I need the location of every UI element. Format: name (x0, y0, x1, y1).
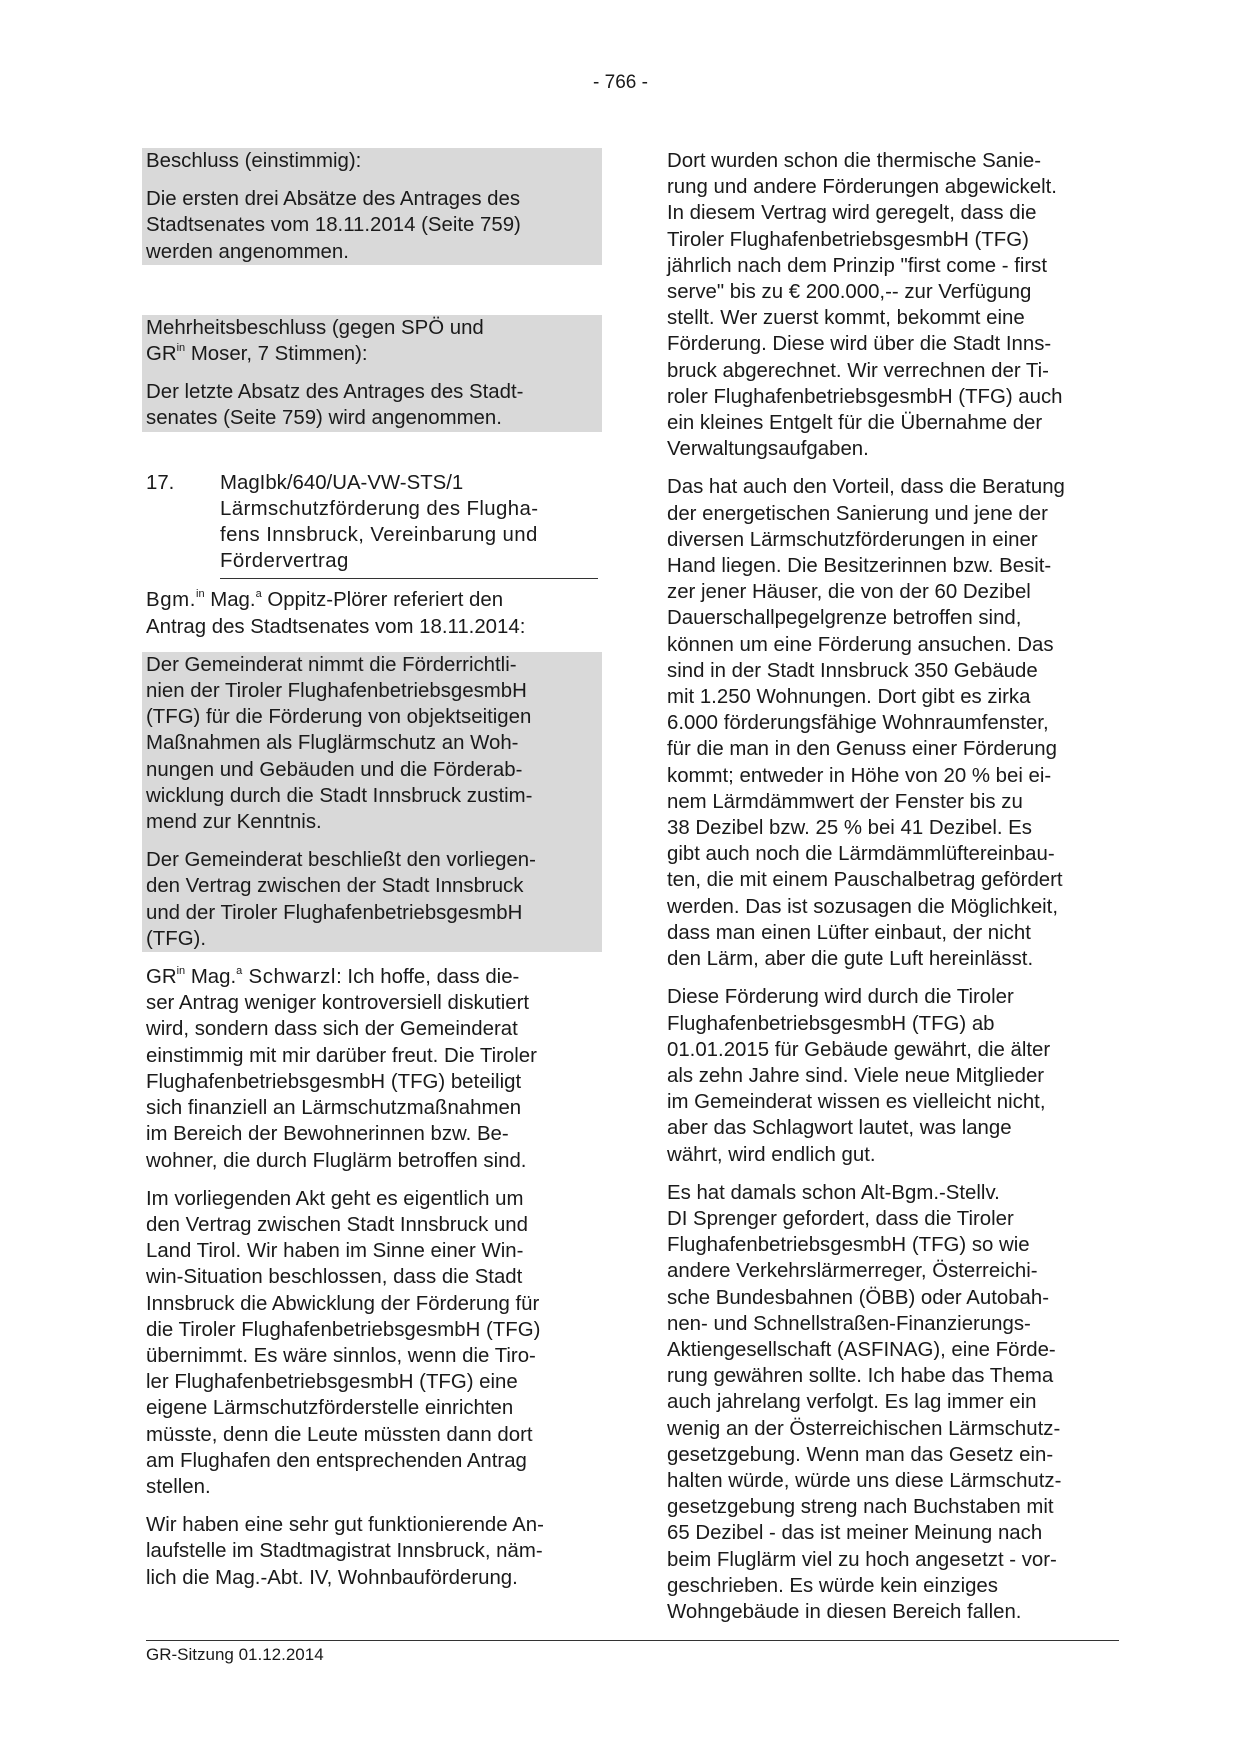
text-line: sind in der Stadt Innsbruck 350 Gebäude (667, 659, 1038, 682)
motion-paragraph (146, 847, 598, 952)
resolution-heading (146, 148, 598, 174)
text-line: diversen Lärmschutzförderungen in einer (667, 528, 1038, 551)
text-line: wenig an der Österreichischen Lärmschutz- (667, 1417, 1061, 1440)
text-line: Maßnahmen als Fluglärmschutz an Woh- (146, 732, 519, 755)
text-line: gesetzgebung streng nach Buchstaben mit (667, 1496, 1054, 1519)
text-line: rung gewähren sollte. Ich habe das Thema (667, 1365, 1054, 1388)
text-line: wicklung durch die Stadt Innsbruck zustim- (146, 784, 533, 807)
text-line: sche Bundesbahnen (ÖBB) oder Autobah- (667, 1286, 1050, 1309)
text-line: Die ersten drei Absätze des Antrages des (146, 188, 521, 211)
text-line: Wir haben eine sehr gut funktionierende An- (146, 1514, 544, 1537)
text-line: am Flughafen den entsprechenden Antrag (146, 1449, 527, 1472)
agenda-item-header (146, 470, 598, 496)
motion-paragraph (146, 652, 598, 835)
text-line: 6.000 förderungsfähige Wohnraumfenster, (667, 712, 1049, 735)
text-line: Verwaltungsaufgaben. (667, 438, 869, 461)
text-line: Beschluss (einstimmig): (146, 150, 362, 172)
text-line: einstimmig mit mir darüber freut. Die Tiroler (146, 1044, 537, 1067)
text-line: gesetzgebung. Wenn man das Gesetz ein- (667, 1443, 1054, 1466)
text-line: die Tiroler FlughafenbetriebsgesmbH (TFG) (146, 1318, 541, 1341)
resolution-text (146, 379, 598, 431)
page-number: - 766 - (593, 72, 648, 93)
text-line: und der Tiroler FlughafenbetriebsgesmbH (146, 901, 523, 924)
resolution-box-majority (142, 315, 602, 432)
text-line: ler FlughafenbetriebsgesmbH (TFG) eine (146, 1371, 518, 1394)
text-line: gibt auch noch die Lärmdämmlüftereinbau- (667, 843, 1055, 866)
text-line: stellen. (146, 1475, 211, 1498)
text-line: Antrag des Stadtsenates vom 18.11.2014: (146, 615, 526, 638)
text-line: aber das Schlagwort lautet, was lange (667, 1117, 1012, 1140)
text-line: im Gemeinderat wissen es vielleicht nicht, (667, 1091, 1046, 1114)
text-line: andere Verkehrslärmerreger, Österreichi- (667, 1260, 1038, 1283)
text-line: 38 Dezibel bzw. 25 % bei 41 Dezibel. Es (667, 817, 1032, 840)
text-line: nien der Tiroler FlughafenbetriebsgesmbH (146, 680, 527, 703)
text-line: Mehrheitsbeschluss (gegen SPÖ und (146, 316, 484, 339)
speaker-intro (146, 587, 598, 639)
text-line: Aktiengesellschaft (ASFINAG), eine Förde- (667, 1338, 1056, 1361)
text-line: In diesem Vertrag wird geregelt, dass die (667, 202, 1037, 225)
text-line: Land Tirol. Wir haben im Sinne einer Win- (146, 1240, 524, 1263)
text-line: bruck abgerechnet. Wir verrechnen der Ti- (667, 359, 1049, 382)
text-line: win-Situation beschlossen, dass die Stadt (146, 1266, 523, 1289)
resolution-text (146, 186, 598, 265)
speech-paragraph (667, 984, 1119, 1167)
text-line: fens Innsbruck, Vereinbarung und (220, 524, 538, 547)
text-line: können um eine Förderung ansuchen. Das (667, 633, 1054, 656)
motion-box (142, 652, 602, 952)
text-line: übernimmt. Es wäre sinnlos, wenn die Tiro- (146, 1344, 536, 1367)
text-line: FlughafenbetriebsgesmbH (TFG) ab (667, 1012, 995, 1035)
text-line: nungen und Gebäuden und die Förderab- (146, 758, 523, 781)
text-line: Förderung. Diese wird über die Stadt Inns- (667, 333, 1052, 356)
text-line: Der letzte Absatz des Antrages des Stadt- (146, 381, 524, 404)
text-line: wird, sondern dass sich der Gemeinderat (146, 1018, 518, 1041)
text-line: Der Gemeinderat nimmt die Förderrichtli- (146, 653, 517, 676)
text-line: Der Gemeinderat beschließt den vorliegen- (146, 849, 536, 872)
text-line: $GR^{in}$ Moser, 7 Stimmen): (146, 342, 368, 366)
text-line: kommt; entweder in Höhe von 20 % bei ei- (667, 764, 1052, 787)
text-line: beim Fluglärm viel zu hoch angesetzt - vor- (667, 1548, 1057, 1571)
text-line: Stadtsenates vom 18.11.2014 (Seite 759) (146, 214, 521, 237)
left-column (146, 148, 598, 1603)
text-line: geschrieben. Es würde kein einziges (667, 1574, 998, 1597)
text-line: müsste, denn die Leute müssten dann dort (146, 1423, 533, 1446)
text-line: Diese Förderung wird durch die Tiroler (667, 986, 1014, 1009)
agenda-item-code: MagIbk/640/UA-VW-STS/1 (220, 471, 464, 494)
footer-divider (146, 1640, 1119, 1641)
text-line: Hand liegen. Die Besitzerinnen bzw. Besit- (667, 555, 1052, 578)
text-line: ser Antrag weniger kontroversiell diskutiert (146, 992, 530, 1015)
text-line: Wohngebäude in diesen Bereich fallen. (667, 1600, 1022, 1623)
text-line: der energetischen Sanierung und jene der (667, 502, 1048, 525)
speech-paragraph (667, 148, 1119, 462)
text-line: sich finanziell an Lärmschutzmaßnahmen (146, 1097, 522, 1120)
text-line: werden angenommen. (146, 240, 349, 263)
text-line: rung und andere Förderungen abgewickelt. (667, 176, 1057, 199)
text-line: Dauerschallpegelgrenze betroffen sind, (667, 607, 1022, 630)
text-line: Bgm.$^{in}$ Mag.$^a$ Oppitz-Plörer referiert den (146, 588, 504, 612)
text-line: Es hat damals schon Alt-Bgm.-Stellv. (667, 1181, 1000, 1204)
text-line: Lärmschutzförderung des Flugha- (220, 497, 539, 520)
speech-paragraph (667, 474, 1119, 972)
text-line: mend zur Kenntnis. (146, 811, 322, 834)
speech-paragraph (146, 1186, 598, 1500)
text-line: mit 1.250 Wohnungen. Dort gibt es zirka (667, 686, 1031, 709)
text-line: nem Lärmdämmwert der Fenster bis zu (667, 790, 1023, 813)
text-line: werden. Das ist sozusagen die Möglichkeit, (667, 895, 1059, 918)
text-line: ten, die mit einem Pauschalbetrag gefördert (667, 869, 1063, 892)
text-line: für die man in den Genuss einer Förderung (667, 738, 1057, 761)
text-line: Dort wurden schon die thermische Sanie- (667, 150, 1042, 172)
speech-paragraph (146, 964, 598, 1174)
text-line: Tiroler FlughafenbetriebsgesmbH (TFG) (667, 228, 1029, 251)
text-line: zer jener Häuser, die von der 60 Dezibel (667, 581, 1031, 604)
text-line: FlughafenbetriebsgesmbH (TFG) so wie (667, 1234, 1030, 1257)
text-line: jährlich nach dem Prinzip "first come - first (667, 254, 1048, 277)
text-line: senates (Seite 759) wird angenommen. (146, 407, 502, 430)
text-line: lich die Mag.-Abt. IV, Wohnbauförderung. (146, 1566, 518, 1589)
right-column (667, 148, 1119, 1637)
text-line: im Bereich der Bewohnerinnen bzw. Be- (146, 1123, 509, 1146)
text-line: ein kleines Entgelt für die Übernahme der (667, 412, 1043, 435)
text-line: den Vertrag zwischen der Stadt Innsbruck (146, 875, 524, 898)
text-line: DI Sprenger gefordert, dass die Tiroler (667, 1207, 1014, 1230)
text-line: als zehn Jahre sind. Viele neue Mitglieder (667, 1064, 1045, 1087)
text-line: den Vertrag zwischen Stadt Innsbruck und (146, 1213, 528, 1236)
resolution-box-unanimous (142, 148, 602, 265)
resolution-heading (146, 315, 598, 367)
text-line: laufstelle im Stadtmagistrat Innsbruck, näm- (146, 1540, 543, 1563)
text-line: $GR^{in}$ Mag.$^a$ Schwarzl: Ich hoffe, dass die- (146, 965, 520, 989)
text-line: 65 Dezibel - das ist meiner Meinung nach (667, 1522, 1043, 1545)
text-line: währt, wird endlich gut. (667, 1143, 876, 1166)
text-line: stellt. Wer zuerst kommt, bekommt eine (667, 307, 1025, 330)
text-line: 01.01.2015 für Gebäude gewährt, die älter (667, 1038, 1051, 1061)
text-line: serve" bis zu € 200.000,-- zur Verfügung (667, 281, 1032, 304)
speech-paragraph (667, 1180, 1119, 1625)
text-line: Fördervertrag (220, 550, 349, 573)
text-line: (TFG). (146, 927, 207, 950)
text-line: auch jahrelang verfolgt. Es lag immer ein (667, 1391, 1037, 1414)
text-line: Im vorliegenden Akt geht es eigentlich um (146, 1187, 524, 1210)
text-line: dass man einen Lüfter einbaut, der nicht (667, 921, 1031, 944)
text-line: (TFG) für die Förderung von objektseitigen (146, 706, 532, 729)
text-line: Innsbruck die Abwicklung der Förderung für (146, 1292, 540, 1315)
footer-session-label: GR-Sitzung 01.12.2014 (146, 1645, 324, 1664)
text-line: halten würde, würde uns diese Lärmschutz- (667, 1469, 1062, 1492)
text-line: wohner, die durch Fluglärm betroffen sind. (146, 1149, 527, 1172)
agenda-item-title (220, 496, 598, 580)
text-line: FlughafenbetriebsgesmbH (TFG) beteiligt (146, 1070, 522, 1093)
text-line: den Lärm, aber die gute Luft hereinlässt. (667, 948, 1034, 971)
text-line: roler FlughafenbetriebsgesmbH (TFG) auch (667, 385, 1063, 408)
speech-paragraph (146, 1512, 598, 1591)
agenda-item-number: 17. (146, 471, 175, 494)
text-line: eigene Lärmschutzförderstelle einrichten (146, 1397, 514, 1420)
text-line: nen- und Schnellstraßen-Finanzierungs- (667, 1312, 1031, 1335)
text-line: Das hat auch den Vorteil, dass die Beratung (667, 476, 1065, 499)
